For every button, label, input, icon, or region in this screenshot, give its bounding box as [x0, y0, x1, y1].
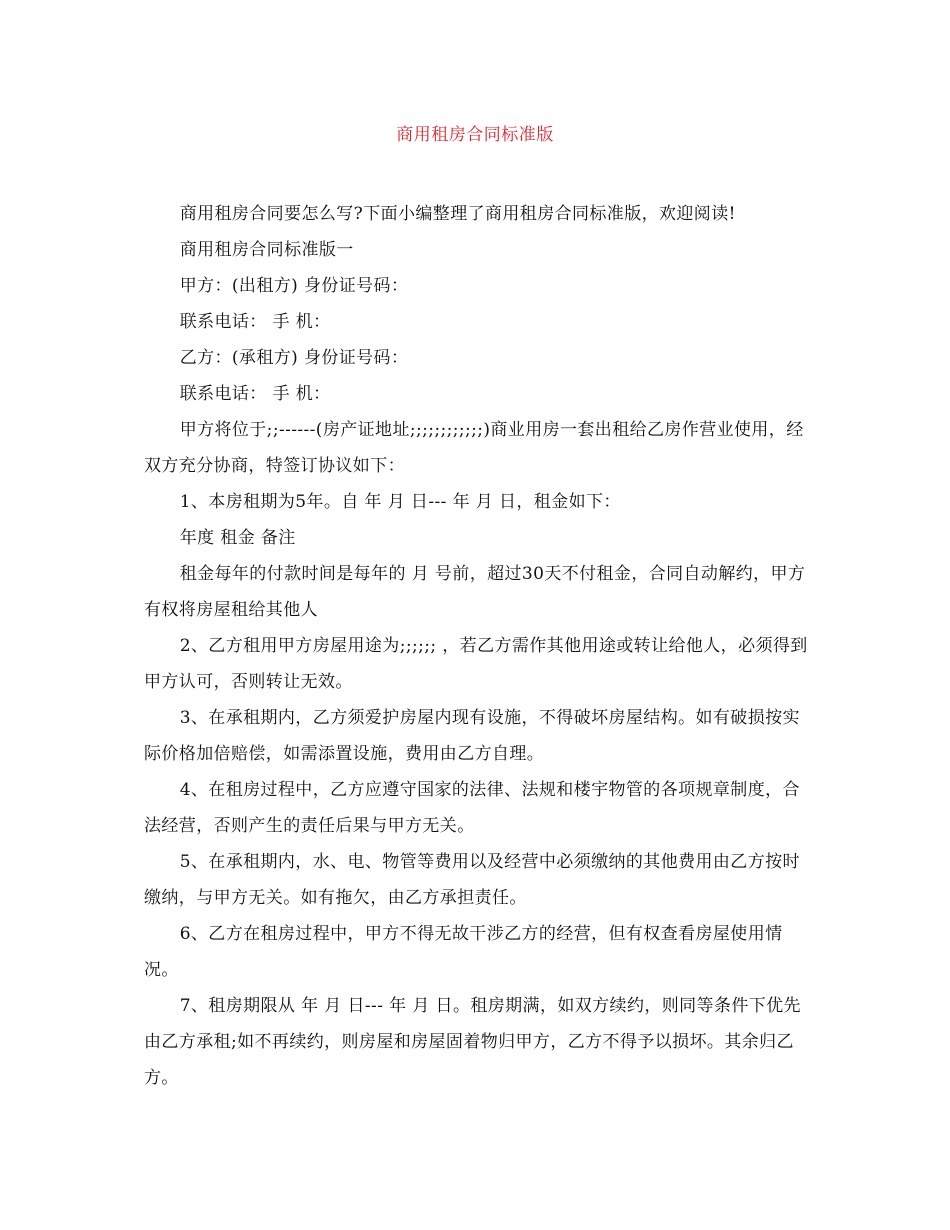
clause-7: 7、租房期限从 年 月 日--- 年 月 日。租房期满，如双方续约，则同等条件下优先由乙方承租;如不再续约，则房屋和房屋固着物归甲方，乙方不得予以损坏。其余归乙方。 — [144, 996, 801, 1088]
paragraph-premises: 甲方将位于;;------(房产证地址;;;;;;;;;;;;)商业用房一套出租给乙房作营业使用，经双方充分协商，特签订协议如下： — [144, 420, 804, 476]
clause-5: 5、在承租期内，水、电、物管等费用以及经营中必须缴纳的其他费用由乙方按时缴纳，与甲方无关。如有拖欠，由乙方承担责任。 — [144, 852, 800, 908]
document-title: 商用租房合同标准版 — [396, 125, 554, 145]
rent-table-header: 年度 租金 备注 — [179, 528, 296, 548]
paragraph-party-a: 甲方：(出租方) 身份证号码： — [179, 276, 409, 296]
paragraph-party-b-contact: 联系电话： 手 机： — [179, 384, 331, 404]
clause-4: 4、在租房过程中，乙方应遵守国家的法律、法规和楼宇物管的各项规章制度，合法经营，否则产生的责任后果与甲方无关。 — [144, 780, 800, 836]
paragraph-party-a-contact: 联系电话： 手 机： — [179, 312, 331, 332]
paragraph-payment-terms: 租金每年的付款时间是每年的 月 号前，超过30天不付租金，合同自动解约，甲方有权将房屋租给其他人 — [144, 564, 806, 620]
clause-1: 1、本房租期为5年。自 年 月 日--- 年 月 日，租金如下： — [179, 492, 621, 512]
paragraph-section-heading: 商用租房合同标准版一 — [179, 240, 354, 260]
document-body — [144, 196, 812, 1096]
clause-6: 6、乙方在租房过程中，甲方不得无故干涉乙方的经营，但有权查看房屋使用情况。 — [144, 924, 783, 980]
paragraph-party-b: 乙方：(承租方) 身份证号码： — [179, 348, 409, 368]
paragraph-intro: 商用租房合同要怎么写?下面小编整理了商用租房合同标准版，欢迎阅读! — [179, 204, 736, 224]
clause-3: 3、在承租期内，乙方须爱护房屋内现有设施，不得破坏房屋结构。如有破损按实际价格加倍赔偿，如需添置设施，费用由乙方自理。 — [144, 708, 800, 764]
clause-2: 2、乙方租用甲方房屋用途为;;;;;; ，若乙方需作其他用途或转让给他人，必须得到甲方认可，否则转让无效。 — [144, 636, 808, 692]
